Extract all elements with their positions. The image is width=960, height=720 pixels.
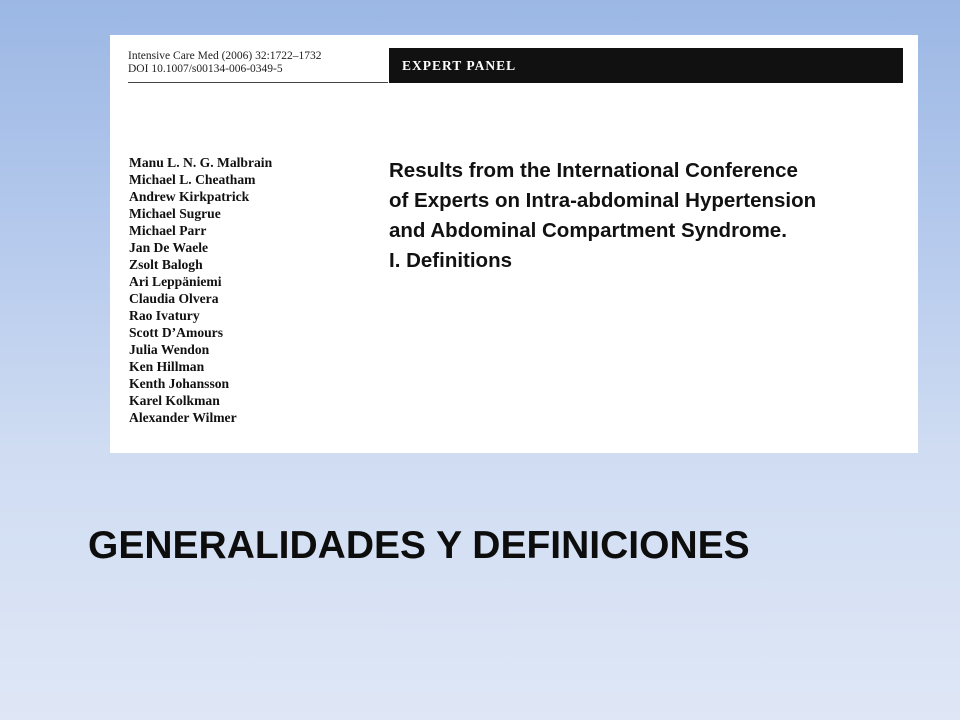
author-name: Manu L. N. G. Malbrain [129,155,273,170]
article-title-line: I. Definitions [389,249,512,272]
author-name: Ari Leppäniemi [129,274,222,289]
author-name: Karel Kolkman [129,393,220,408]
author-name: Rao Ivatury [129,308,200,323]
author-name: Michael Sugrue [129,206,221,221]
paper-excerpt-image [110,35,918,453]
author-name: Scott D’Amours [129,325,224,340]
journal-reference [128,50,322,76]
author-name: Michael Parr [129,223,207,238]
article-title-line: and Abdominal Compartment Syndrome. [389,219,787,242]
journal-citation: Intensive Care Med (2006) 32:1722–1732 [128,50,322,62]
author-name: Andrew Kirkpatrick [129,189,250,204]
author-name: Michael L. Cheatham [129,172,256,187]
doi: DOI 10.1007/s00134-006-0349-5 [128,63,283,75]
section-banner: EXPERT PANEL [389,48,903,83]
author-name: Jan De Waele [129,240,209,255]
author-name: Zsolt Balogh [129,257,203,272]
article-title [389,156,889,276]
author-name: Claudia Olvera [129,291,219,306]
author-list [129,154,272,426]
article-title-line: of Experts on Intra-abdominal Hypertension [389,189,817,212]
article-title-line: Results from the International Conference [389,159,798,182]
author-name: Julia Wendon [129,342,210,357]
header-divider [128,82,388,83]
author-name: Ken Hillman [129,359,205,374]
slide-title: GENERALIDADES Y DEFINICIONES [88,524,750,567]
author-name: Alexander Wilmer [129,410,237,425]
author-name: Kenth Johansson [129,376,230,391]
